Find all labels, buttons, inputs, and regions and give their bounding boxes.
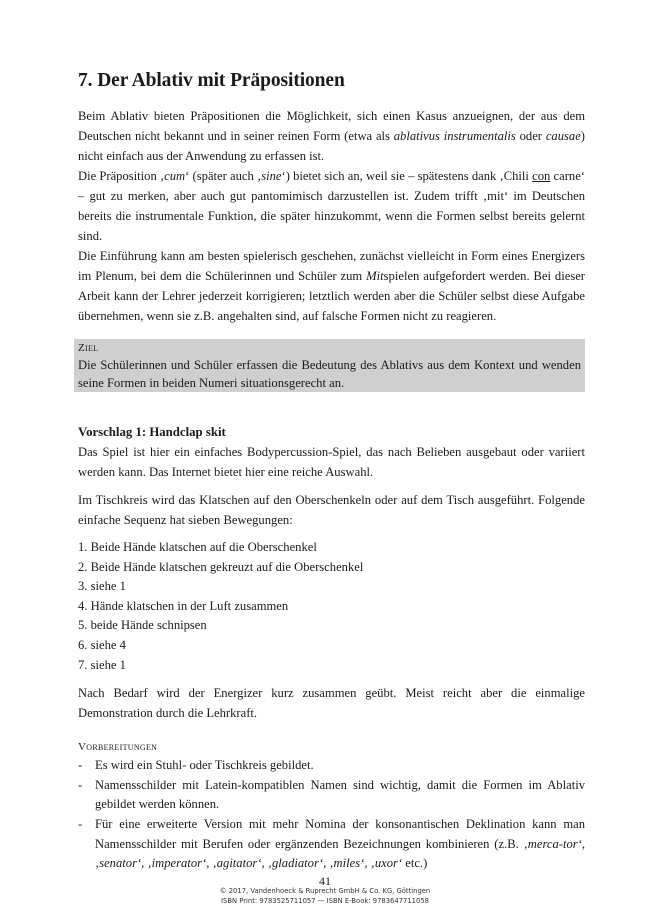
text-run: Die Präposition ‚	[78, 169, 165, 183]
italic-term: Mit	[366, 269, 384, 283]
movement-list	[78, 538, 585, 675]
text-run: spielen aufgefordert werden. Bei dieser Arbeit kann der Lehrer jederzeit korrigieren; letztlich werden aber die Schüler selbst diese Aufgabe übernehmen, wenn sie z.B. angehalten sind, auf falsche Formen nicht zu reagieren.	[78, 269, 586, 323]
italic-term: ‚merca-tor‘, ‚senator‘, ‚imperator‘, ‚agitator‘, ‚gladiator‘, ‚miles‘, ‚uxor‘	[95, 836, 585, 871]
dash-bullet: -	[78, 816, 83, 831]
text-run: carne‘ – gut zu merken, aber auch gut pantomimisch darzustellen ist. Zudem trifft ‚mit‘ im Deutschen bereits die instrumentale Funktion, die später hinzukommt, wenn die Formen selbst bereits gelernt sind.	[78, 169, 585, 243]
text-run: Beim Ablativ bieten Präpositionen die Möglichkeit, sich einen Kasus anzueignen, der aus dem Deutschen nicht bekannt und in seiner reinen Form (etwa als	[78, 109, 585, 143]
list-item-text: etc.)	[402, 856, 428, 871]
proposal-1-section	[78, 422, 585, 874]
list-item	[78, 776, 585, 815]
copyright-footer	[0, 886, 650, 906]
goal-box	[74, 339, 585, 392]
italic-term: sine	[261, 169, 282, 183]
text-run: ) nicht einfach aus der Anwendung zu erfassen ist.	[78, 129, 585, 163]
list-item-text: Für eine erweiterte Version mit mehr Nomina der konsonantischen Deklination kann man Namensschilder mit Berufen oder ergänzenden Bezeichnungen kombinieren (z.B.	[95, 816, 585, 851]
intro-paragraph-2	[78, 166, 585, 246]
list-item-text: Namensschilder mit Latein-kompatiblen Namen sind wichtig, damit die Formen im Ablativ gebildet werden können.	[95, 777, 585, 812]
list-item: 1. Beide Hände klatschen auf die Oberschenkel	[78, 540, 317, 554]
list-item: 4. Hände klatschen in der Luft zusammen	[78, 598, 289, 613]
list-item-text: Es wird ein Stuhl- oder Tischkreis gebildet.	[95, 758, 314, 773]
isbn-line: ISBN Print: 9783525711057 — ISBN E-Book: 9783647711058	[221, 897, 429, 905]
text-run: ‘) bietet sich an, weil sie – spätestens dank ‚Chili	[281, 169, 533, 183]
list-item: 5. beide Hände schnipsen	[78, 618, 207, 633]
proposal-1-paragraph-2: Im Tischkreis wird das Klatschen auf den Oberschenkeln oder auf dem Tisch ausgeführt. Folgende einfache Sequenz hat sieben Bewegungen:	[78, 493, 585, 527]
intro-section	[78, 106, 585, 326]
intro-paragraph-1	[78, 106, 585, 166]
page-number: 41	[319, 874, 331, 888]
intro-paragraph-3	[78, 246, 585, 326]
italic-term: cum	[164, 169, 186, 183]
dash-bullet: -	[78, 758, 83, 773]
proposal-1-paragraph-3: Nach Bedarf wird der Energizer kurz zusammen geübt. Meist reicht aber die einmalige Demonstration durch die Lehrkraft.	[78, 686, 585, 721]
list-item	[78, 815, 585, 874]
copyright-line: © 2017, Vandenhoeck & Ruprecht GmbH & Co. KG, Göttingen	[219, 887, 431, 895]
list-item: 3. siehe 1	[78, 579, 126, 594]
section-heading: 7. Der Ablativ mit Präpositionen	[78, 70, 345, 91]
italic-term: ablativus instrumentalis	[393, 129, 516, 143]
list-item	[78, 756, 585, 776]
list-item: 7. siehe 1	[78, 657, 126, 672]
list-item: 6. siehe 4	[78, 637, 126, 652]
preparations-label: Vorbereitungen	[78, 741, 158, 754]
text-run: Die Einführung kann am besten spielerisch geschehen, zunächst vielleicht in Form eines Energizers im Plenum, bei dem die Schülerinnen und Schüler zum	[78, 249, 585, 283]
preparations-list	[78, 756, 585, 874]
text-run: ‘ (später auch ‚	[185, 169, 262, 183]
proposal-1-paragraph-1: Das Spiel ist hier ein einfaches Bodypercussion-Spiel, das nach Belieben ausgebaut oder variiert werden kann. Das Internet bietet hier eine reiche Auswahl.	[78, 445, 585, 479]
text-run: oder	[515, 129, 546, 143]
goal-label: Ziel	[78, 342, 99, 354]
underlined-word: con	[532, 169, 551, 183]
dash-bullet: -	[78, 777, 83, 792]
proposal-1-title: Vorschlag 1: Handclap skit	[78, 425, 226, 439]
list-item: 2. Beide Hände klatschen gekreuzt auf die Oberschenkel	[78, 559, 364, 574]
italic-term: causae	[545, 129, 581, 143]
goal-text: Die Schülerinnen und Schüler erfassen die Bedeutung des Ablativs aus dem Kontext und wenden seine Formen in beiden Numeri situationsgerecht an.	[78, 358, 581, 390]
